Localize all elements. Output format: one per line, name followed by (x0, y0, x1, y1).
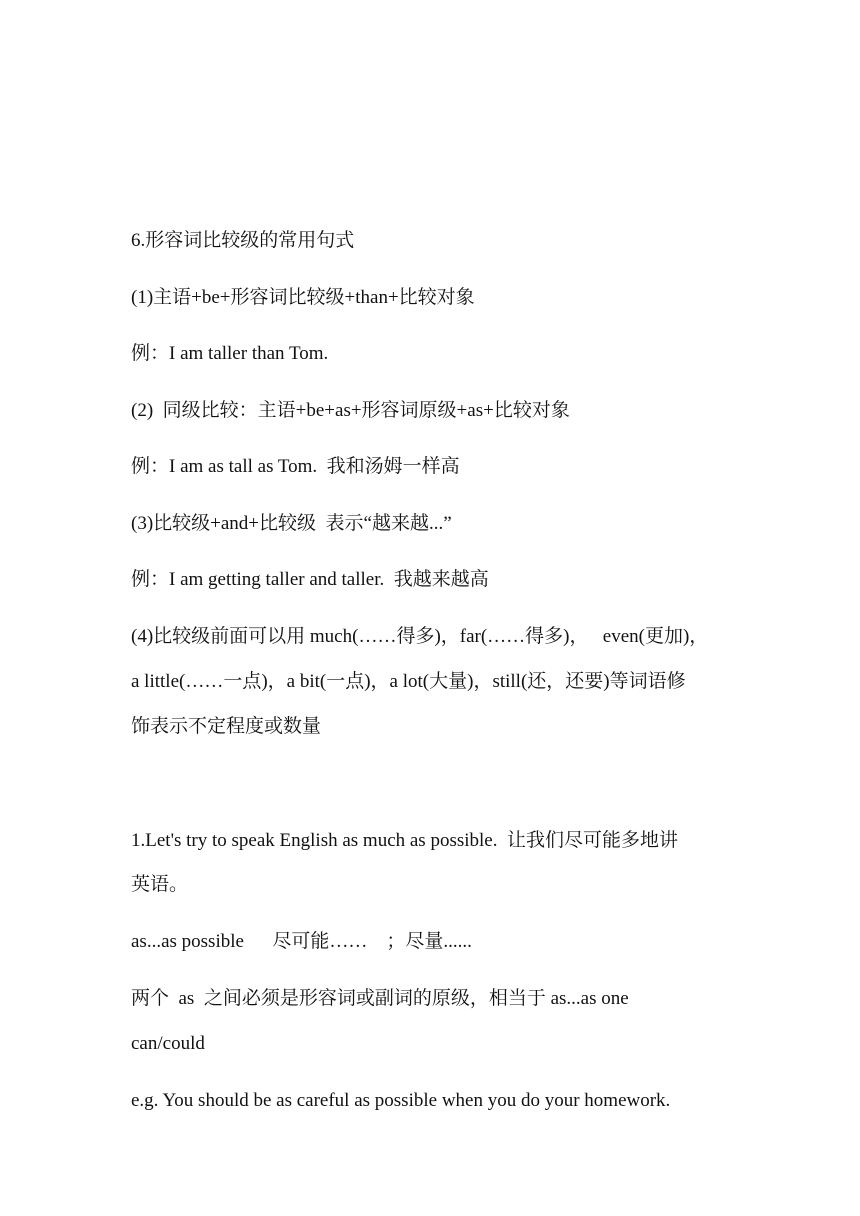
example-1: 例：I am taller than Tom. (131, 343, 329, 364)
note-explanation-line-1: 两个 as 之间必须是形容词或副词的原级，相当于 as...as one (131, 988, 629, 1009)
rule-3: (3)比较级+and+比较级 表示“越来越...” (131, 513, 452, 534)
example-2: 例：I am as tall as Tom. 我和汤姆一样高 (131, 456, 460, 477)
note-example: e.g. You should be as careful as possible when you do your homework. (131, 1090, 671, 1111)
rule-4-line-2: a little(……一点)，a bit(一点)，a lot(大量)，still(还，还要)等词语修 (131, 671, 686, 692)
note-sentence-line-2: 英语。 (131, 874, 189, 895)
note-phrase: as...as possible 尽可能…… ；尽量...... (131, 931, 472, 952)
example-3: 例：I am getting taller and taller. 我越来越高 (131, 569, 489, 590)
section-heading: 6.形容词比较级的常用句式 (131, 230, 355, 251)
rule-4-line-1: (4)比较级前面可以用 much(……得多)，far(……得多)， even(更加)， (131, 626, 709, 647)
rule-2: (2) 同级比较：主语+be+as+形容词原级+as+比较对象 (131, 400, 570, 421)
note-explanation-line-2: can/could (131, 1033, 205, 1054)
rule-4-line-3: 饰表示不定程度或数量 (131, 716, 322, 737)
note-sentence-line-1: 1.Let's try to speak English as much as possible. 让我们尽可能多地讲 (131, 830, 678, 851)
rule-1: (1)主语+be+形容词比较级+than+比较对象 (131, 287, 475, 308)
